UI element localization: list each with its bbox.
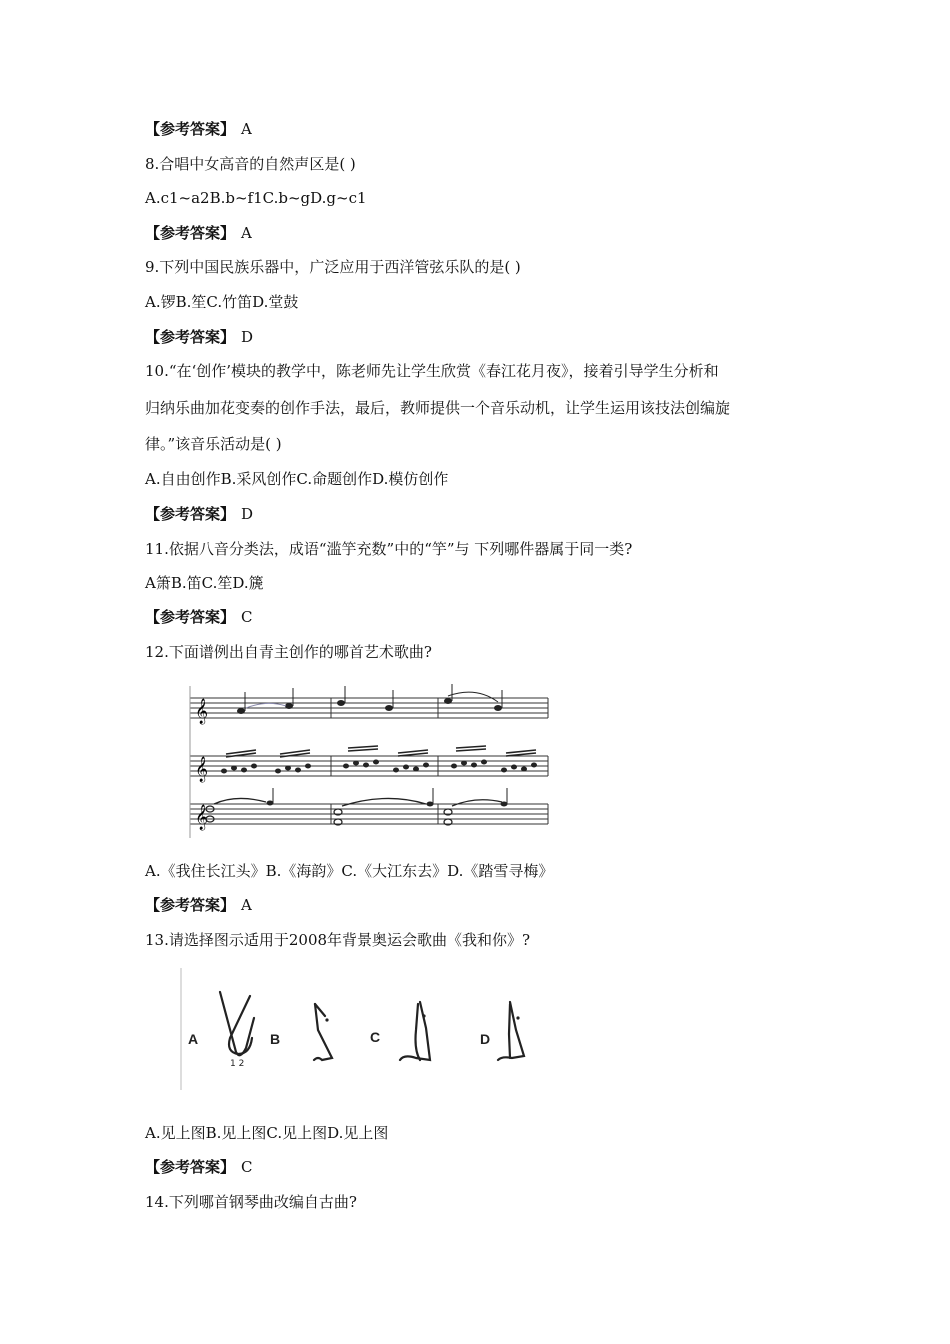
question-12: 12.下面谱例出自青主创作的哪首艺术歌曲? [145, 643, 432, 661]
answer-value: A [241, 120, 252, 138]
staff-3 [190, 804, 548, 824]
pattern-label-a: A [188, 1031, 199, 1047]
options-12: A.《我住长江头》B.《海韵》C.《大江东去》D.《踏雪寻梅》 [145, 862, 554, 880]
answer-12 [145, 895, 252, 915]
answer-value: C [241, 608, 253, 626]
answer-label: 【参考答案】 [145, 1158, 236, 1176]
answer-value: A [241, 224, 252, 242]
staff-1-notes [237, 698, 502, 714]
question-8: 8.合唱中女高音的自然声区是( ) [145, 155, 356, 173]
pattern-c-inner [416, 1004, 421, 1060]
options-9: A.锣B.笙C.竹笛D.堂鼓 [145, 293, 299, 311]
question-9: 9.下列中国民族乐器中，广泛应用于西洋管弦乐队的是( ) [145, 258, 521, 276]
answer-label: 【参考答案】 [145, 120, 236, 138]
svg-text:𝄞: 𝄞 [195, 757, 209, 782]
pattern-d-stroke [498, 1002, 524, 1060]
question-10-line-3: 律。”该音乐活动是( ) [145, 435, 282, 453]
conducting-patterns-image [180, 968, 570, 1090]
answer-8 [145, 223, 252, 243]
answer-10 [145, 504, 253, 524]
answer-label: 【参考答案】 [145, 505, 236, 523]
answer-value: D [241, 505, 254, 523]
pattern-a-stroke-2 [229, 996, 252, 1054]
pattern-label-c: C [370, 1029, 381, 1045]
conducting-patterns-figure [180, 968, 570, 1090]
answer-value: A [241, 896, 252, 914]
question-10-line-2: 归纳乐曲加花变奏的创作手法，最后，教师提供一个音乐动机，让学生运用该技法创编旋 [145, 399, 731, 417]
answer-11 [145, 607, 253, 627]
options-8: A.c1~a2B.b~f1C.b~gD.g~c1 [145, 189, 367, 207]
staff-2 [190, 756, 548, 776]
pattern-label-b: B [270, 1031, 281, 1047]
pattern-a-numbers: 1 2 [230, 1059, 245, 1069]
answer-13 [145, 1157, 253, 1177]
answer-value: D [241, 328, 254, 346]
svg-text:𝄞: 𝄞 [195, 699, 209, 724]
answer-value: C [241, 1158, 253, 1176]
svg-text:𝄞: 𝄞 [195, 805, 209, 830]
question-11: 11.依据八音分类法，成语“滥竽充数”中的“竽”与 下列哪件器属于同一类? [145, 540, 633, 558]
answer-9 [145, 327, 253, 347]
answer-label: 【参考答案】 [145, 328, 236, 346]
music-score-image [186, 678, 556, 840]
answer-label: 【参考答案】 [145, 896, 236, 914]
answer-label: 【参考答案】 [145, 224, 236, 242]
question-10-line-1: 10.“在‘创作’模块的教学中，陈老师先让学生欣赏《春江花月夜》，接着引导学生分析和 [145, 362, 719, 380]
staff-3-notes [206, 798, 502, 825]
pattern-label-d: D [480, 1031, 491, 1047]
options-11: A箫B.笛C.笙D.篪 [145, 574, 264, 592]
pattern-d-inner [509, 1004, 510, 1058]
answer-7 [145, 119, 252, 139]
options-10: A.自由创作B.采风创作C.命题创作D.模仿创作 [145, 470, 449, 488]
question-14: 14.下列哪首钢琴曲改编自古曲? [145, 1193, 357, 1211]
question-13: 13.请选择图示适用于2008年背景奥运会歌曲《我和你》? [145, 931, 531, 949]
answer-label: 【参考答案】 [145, 608, 236, 626]
options-13: A.见上图B.见上图C.见上图D.见上图 [145, 1124, 389, 1142]
music-score-figure [186, 678, 556, 840]
